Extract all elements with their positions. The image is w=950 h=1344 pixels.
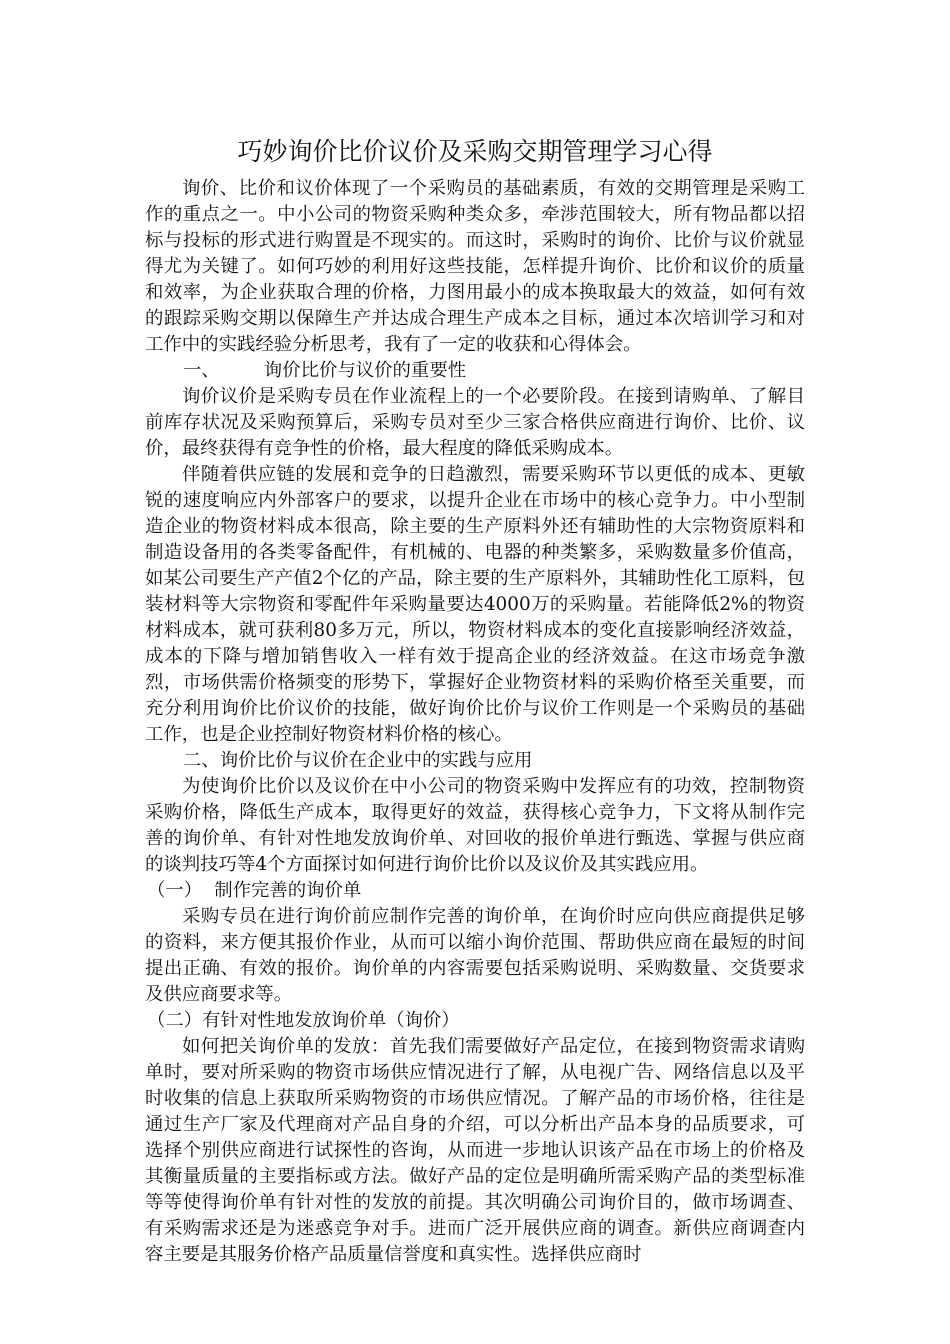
- section-1-number: 一、: [183, 360, 220, 381]
- document-body: [145, 176, 805, 1268]
- subsection-1-heading-text: 制作完善的询价单: [214, 880, 362, 901]
- subsection-1-heading: [145, 878, 805, 904]
- subsection-2-paragraph: 如何把关询价单的发放：首先我们需要做好产品定位，在接到物资需求请购单时，要对所采购的物资市场供应情况进行了解，从电视广告、网络信息以及平时收集的信息上获取所采购物资的市场供应情况。了解产品的市场价格，往往是通过生产厂家及代理商对产品自身的介绍，可以分析出产品本身的品质要求，可选择个别供应商进行试探性的咨询，从而进一步地认识该产品在市场上的价格及其衡量质量的主要指标或方法。做好产品的定位是明确所需采购产品的类型标准等等使得询价单有针对性的发放的前提。其次明确公司询价目的，做市场调查、有采购需求还是为迷惑竞争对手。进而广泛开展供应商的调查。新供应商调查内容主要是其服务价格产品质量信誉度和真实性。选择供应商时: [145, 1036, 805, 1265]
- section-1-heading-text: 询价比价与议价的重要性: [263, 360, 467, 381]
- intro-paragraph: 询价、比价和议价体现了一个采购员的基础素质，有效的交期管理是采购工作的重点之一。中小公司的物资采购种类众多，牵涉范围较大，所有物品都以招标与投标的形式进行购置是不现实的。而这时，采购时的询价、比价与议价就显得尤为关键了。如何巧妙的利用好这些技能，怎样提升询价、比价和议价的质量和效率，为企业获取合理的价格，力图用最小的成本换取最大的效益，如何有效的跟踪采购交期以保障生产并达成合理生产成本之目标，通过本次培训学习和对工作中的实践经验分析思考，我有了一定的收获和心得体会。: [145, 178, 805, 355]
- document-title: 巧妙询价比价议价及采购交期管理学习心得: [237, 137, 713, 166]
- section-2-heading: 二、询价比价与议价在企业中的实践与应用: [183, 750, 533, 771]
- section-2-paragraph-1: 为使询价比价以及议价在中小公司的物资采购中发挥应有的功效，控制物资采购价格，降低生产成本，取得更好的效益，获得核心竞争力，下文将从制作完善的询价单、有针对性地发放询价单、对回收的报价单进行甄选、掌握与供应商的谈判技巧等4个方面探讨如何进行询价比价以及议价及其实践应用。: [145, 776, 805, 875]
- section-1-paragraph-2: 伴随着供应链的发展和竞争的日趋激烈，需要采购环节以更低的成本、更敏锐的速度响应内外部客户的要求，以提升企业在市场中的核心竞争力。中小型制造企业的物资材料成本很高，除主要的生产原料外还有辅助性的大宗物资原料和制造设备用的各类零备配件，有机械的、电器的种类繁多，采购数量多价值高，如某公司要生产产值2个亿的产品，除主要的生产原料外，其辅助性化工原料，包装材料等大宗物资和零配件年采购量要达4000万的采购量。若能降低2%的物资材料成本，就可获利80多万元，所以，物资材料成本的变化直接影响经济效益，成本的下降与增加销售收入一样有效于提高企业的经济效益。在这市场竞争激烈，市场供需价格频变的形势下，掌握好企业物资材料的采购价格至关重要，而充分利用询价比价议价的技能，做好询价比价与议价工作则是一个采购员的基础工作，也是企业控制好物资材料价格的核心。: [145, 464, 805, 745]
- subsection-2-heading: （二）有针对性地发放询价单（询价）: [147, 1010, 460, 1031]
- subsection-1-paragraph: 采购专员在进行询价前应制作完善的询价单，在询价时应向供应商提供足够的资料，来方便其报价作业，从而可以缩小询价范围、帮助供应商在最短的时间提出正确、有效的报价。询价单的内容需要包括采购说明、采购数量、交货要求及供应商要求等。: [145, 906, 805, 1005]
- section-1-heading: [145, 358, 805, 384]
- subsection-1-number: （一）: [147, 880, 203, 901]
- section-1-paragraph-1: 询价议价是采购专员在作业流程上的一个必要阶段。在接到请购单、了解目前库存状况及采购预算后，采购专员对至少三家合格供应商进行询价、比价、议价，最终获得有竞争性的价格，最大程度的降低采购成本。: [145, 386, 805, 459]
